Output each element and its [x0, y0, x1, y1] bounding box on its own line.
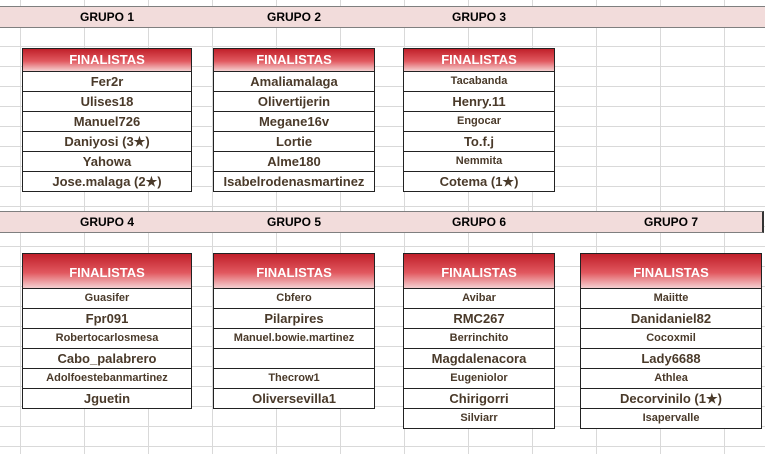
table-row: Alme180: [214, 152, 374, 172]
table-row: Amaliamalaga: [214, 72, 374, 92]
table-row: Nemmita: [404, 152, 554, 172]
finalists-table-group-6: [403, 253, 555, 429]
table-row: [214, 349, 374, 369]
table-row: Olivertijerin: [214, 92, 374, 112]
table-row: Manuel726: [23, 112, 191, 132]
table-row: Silviarr: [460, 412, 498, 424]
table-row: Isapervalle: [642, 412, 700, 424]
table-row: Lortie: [214, 132, 374, 152]
table-row: Athlea: [581, 369, 761, 389]
table-row: Robertocarlosmesa: [23, 329, 191, 349]
finalists-table-group-3: [403, 48, 555, 192]
table-row: Cabo_palabrero: [23, 349, 191, 369]
table-row: Jguetin: [83, 391, 131, 406]
table-header: FINALISTAS: [23, 49, 191, 72]
finalists-table-group-4: [22, 253, 192, 409]
finalists-table-group-5: [213, 253, 375, 409]
group-title-7: GRUPO 7: [643, 215, 698, 229]
table-row: Berrinchito: [404, 329, 554, 349]
group-title-1: GRUPO 1: [79, 10, 134, 24]
table-row: Jose.malaga (2★): [52, 174, 162, 189]
table-row: Henry.11: [404, 92, 554, 112]
table-row: Cocoxmil: [581, 329, 761, 349]
table-row: Decorvinilo (1★): [581, 389, 761, 409]
table-row: Cbfero: [214, 289, 374, 309]
table-row: Isabelrodenasmartinez: [223, 174, 365, 189]
table-row: To.f.j: [404, 132, 554, 152]
table-header: FINALISTAS: [404, 254, 554, 289]
table-row: Magdalenacora: [404, 349, 554, 369]
table-row: Megane16v: [214, 112, 374, 132]
table-row: Oliversevilla1: [252, 391, 336, 406]
table-row: Lady6688: [581, 349, 761, 369]
table-row: Danidaniel82: [581, 309, 761, 329]
table-row: Thecrow1: [214, 369, 374, 389]
table-header: FINALISTAS: [214, 254, 374, 289]
table-row: Daniyosi (3★): [23, 132, 191, 152]
table-row: Ulises18: [23, 92, 191, 112]
table-header: FINALISTAS: [581, 254, 761, 289]
table-row: Maiitte: [581, 289, 761, 309]
table-row: Guasifer: [23, 289, 191, 309]
finalists-table-group-1: [22, 48, 192, 192]
table-header: FINALISTAS: [214, 49, 374, 72]
table-row: Tacabanda: [404, 72, 554, 92]
table-row: Adolfoestebanmartinez: [23, 369, 191, 389]
finalists-table-group-2: [213, 48, 375, 192]
table-row: Avibar: [404, 289, 554, 309]
table-row: RMC267: [404, 309, 554, 329]
group-title-2: GRUPO 2: [266, 10, 321, 24]
table-header: FINALISTAS: [404, 49, 554, 72]
table-row: Eugeniolor: [404, 369, 554, 389]
table-row: Cotema (1★): [439, 174, 519, 189]
finalists-table-group-7: [580, 253, 762, 429]
table-row: Engocar: [404, 112, 554, 132]
group-title-3: GRUPO 3: [451, 10, 506, 24]
table-row: Manuel.bowie.martinez: [214, 329, 374, 349]
table-header: FINALISTAS: [23, 254, 191, 289]
table-row: Yahowa: [23, 152, 191, 172]
group-title-4: GRUPO 4: [79, 215, 134, 229]
group-title-6: GRUPO 6: [451, 215, 506, 229]
table-row: Fer2r: [23, 72, 191, 92]
table-row: Fpr091: [23, 309, 191, 329]
group-title-5: GRUPO 5: [266, 215, 321, 229]
table-row: Pilarpires: [214, 309, 374, 329]
table-row: Chirigorri: [404, 389, 554, 409]
